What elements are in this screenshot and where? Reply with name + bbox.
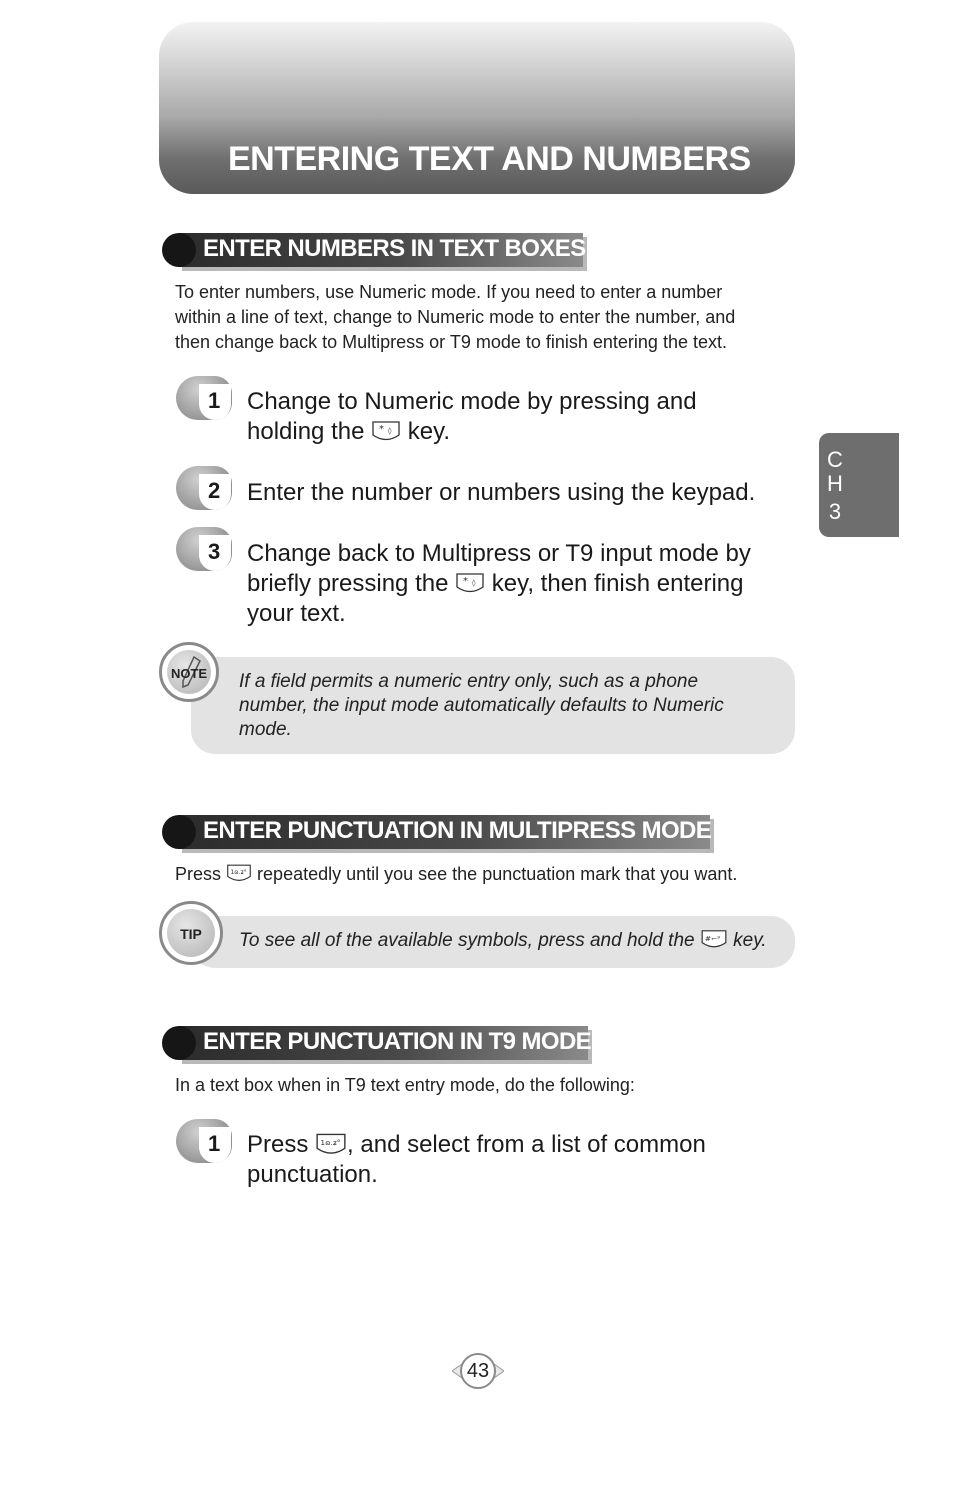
tip-text-part: key. bbox=[733, 930, 767, 951]
intro-text: Press bbox=[175, 864, 222, 884]
tip-badge bbox=[159, 901, 223, 965]
step-text bbox=[247, 539, 807, 629]
intro-line: To enter numbers, use Numeric mode. If you need to enter a number bbox=[175, 282, 723, 302]
step-line: your text. bbox=[247, 600, 346, 627]
step-line bbox=[247, 1130, 807, 1160]
svg-text:1ɷ.ʑ°: 1ɷ.ʑ° bbox=[320, 1138, 341, 1148]
step-number: 3 bbox=[208, 539, 221, 564]
section-bullet bbox=[162, 815, 196, 849]
section-title: ENTER PUNCTUATION IN MULTIPRESS MODE bbox=[203, 817, 712, 844]
note-line: mode. bbox=[239, 719, 292, 740]
tip-text-part: To see all of the available symbols, press and hold the bbox=[239, 930, 695, 951]
step-line-text: key, then finish entering bbox=[491, 570, 744, 597]
svg-text:◊: ◊ bbox=[388, 427, 392, 435]
page-title: ENTERING TEXT AND NUMBERS bbox=[228, 140, 751, 178]
note-line: If a field permits a numeric entry only, such as a phone bbox=[239, 671, 699, 692]
step-line: Change back to Multipress or T9 input mode by bbox=[247, 540, 751, 567]
section-title: ENTER NUMBERS IN TEXT BOXES bbox=[203, 235, 586, 262]
svg-text:1ɷ.ʑ°: 1ɷ.ʑ° bbox=[230, 868, 247, 876]
page-number-badge bbox=[452, 1352, 504, 1390]
chapter-tab-letter: H bbox=[827, 471, 843, 496]
step-line bbox=[247, 569, 807, 599]
step-line: punctuation. bbox=[247, 1161, 378, 1188]
chapter-tab-number: 3 bbox=[828, 499, 842, 524]
section-intro bbox=[175, 280, 815, 355]
section-intro bbox=[175, 862, 815, 887]
intro-text: repeatedly until you see the punctuation mark that you want. bbox=[257, 864, 738, 884]
tip-badge-label: TIP bbox=[180, 926, 202, 942]
section-intro: In a text box when in T9 text entry mode, do the following: bbox=[175, 1075, 635, 1095]
step-line-text: briefly pressing the bbox=[247, 570, 449, 597]
pound-key-icon bbox=[700, 929, 728, 949]
svg-text:*: * bbox=[463, 576, 469, 587]
section-bullet bbox=[162, 233, 196, 267]
intro-line: then change back to Multipress or T9 mode to finish entering the text. bbox=[175, 332, 727, 352]
svg-text:#⌐⁹: #⌐⁹ bbox=[704, 933, 720, 943]
note-line: number, the input mode automatically defaults to Numeric bbox=[239, 695, 724, 716]
step-line: Change to Numeric mode by pressing and bbox=[247, 388, 697, 415]
one-key-icon bbox=[226, 863, 252, 883]
note-badge-label: NOTE bbox=[170, 666, 208, 681]
note-badge bbox=[159, 642, 219, 702]
step-line bbox=[247, 417, 807, 447]
step-text: Enter the number or numbers using the keypad. bbox=[247, 479, 756, 506]
svg-text:◊: ◊ bbox=[472, 579, 476, 587]
section-bullet bbox=[162, 1026, 196, 1060]
step-number: 2 bbox=[208, 478, 221, 503]
step-text bbox=[247, 387, 807, 447]
step-number: 1 bbox=[208, 388, 221, 413]
intro-line: within a line of text, change to Numeric mode to enter the number, and bbox=[175, 307, 736, 327]
note-text bbox=[239, 670, 779, 742]
step-text bbox=[247, 1130, 807, 1190]
section-title: ENTER PUNCTUATION IN T9 MODE bbox=[203, 1028, 592, 1055]
step-line-text: , and select from a list of common bbox=[347, 1131, 706, 1158]
one-key-icon bbox=[315, 1132, 347, 1156]
tip-text bbox=[239, 929, 799, 953]
step-line-text: holding the bbox=[247, 418, 365, 445]
step-line-text: Press bbox=[247, 1131, 309, 1158]
page-number: 43 bbox=[466, 1360, 490, 1382]
star-key-icon bbox=[455, 572, 485, 594]
step-line-text: key. bbox=[407, 418, 451, 445]
star-key-icon bbox=[371, 420, 401, 442]
chapter-tab-letter: C bbox=[827, 447, 843, 472]
step-number: 1 bbox=[208, 1131, 221, 1156]
svg-text:*: * bbox=[379, 424, 385, 435]
chapter-tab bbox=[819, 433, 899, 537]
